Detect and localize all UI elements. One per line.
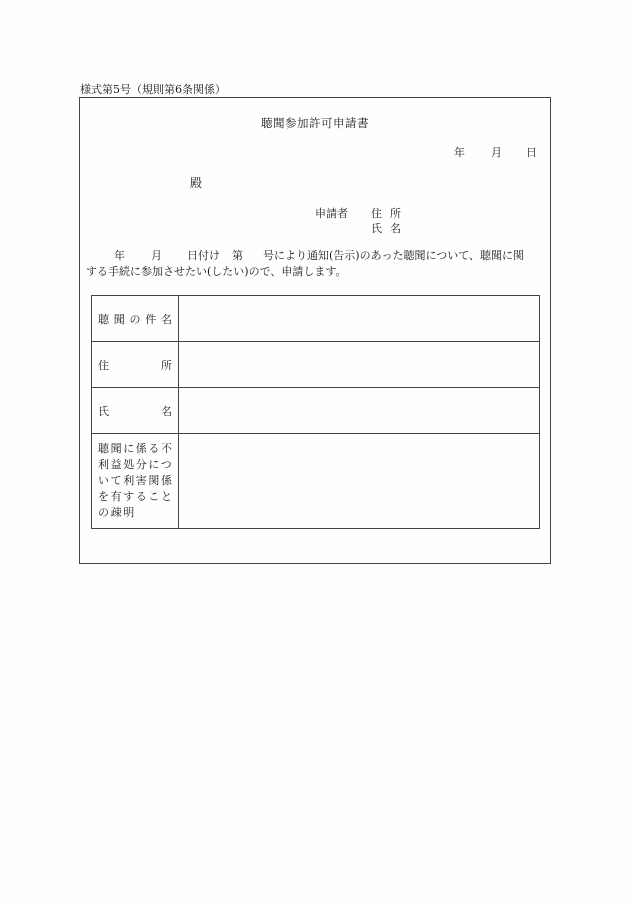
table-row	[92, 342, 540, 388]
application-form	[79, 97, 551, 564]
label-char: 名	[161, 404, 172, 418]
label-line: いて利害関係	[98, 474, 174, 487]
applicant-address-label: 住所	[371, 207, 409, 220]
table-row	[92, 434, 540, 529]
statement-month: 月	[151, 249, 162, 262]
statement-line-1	[86, 248, 549, 264]
statement-day: 日付け	[187, 249, 220, 262]
label-line: 利益処分につ	[98, 458, 174, 471]
table-row	[92, 388, 540, 434]
date-day-label: 日	[526, 146, 537, 159]
label-line: 聴聞に係る不	[98, 442, 174, 455]
label-char: 所	[161, 358, 172, 372]
label-char: の	[129, 312, 141, 326]
address-label	[92, 342, 179, 388]
label-line: の疎明	[98, 506, 136, 519]
label-char: 名	[161, 312, 172, 326]
name-label	[92, 388, 179, 434]
form-number: 様式第5号（規則第6条関係）	[80, 83, 226, 96]
label-char: 聞	[113, 312, 125, 326]
label-char: 氏	[98, 404, 109, 418]
form-title: 聴聞参加許可申請書	[261, 116, 369, 130]
applicant-name-label: 氏名	[371, 222, 409, 235]
label-char: 件	[145, 312, 157, 326]
table-row	[92, 296, 540, 342]
label-line: を有すること	[98, 490, 174, 503]
statement-year: 年	[114, 249, 125, 262]
interest-explanation-label	[92, 434, 179, 529]
statement-notice-text: 号により通知(告示)のあった聴聞について、聴聞に関	[263, 249, 525, 262]
request-statement	[86, 248, 549, 280]
label-char: 住	[98, 358, 109, 372]
date-month-label: 月	[491, 146, 502, 159]
case-name-field[interactable]	[179, 296, 540, 342]
applicant-label: 申請者	[315, 207, 348, 220]
detail-table	[91, 295, 540, 529]
interest-explanation-field[interactable]	[179, 434, 540, 529]
statement-number-prefix: 第	[232, 249, 243, 262]
address-field[interactable]	[179, 342, 540, 388]
date-year-label: 年	[454, 146, 465, 159]
label-char: 聴	[98, 312, 109, 326]
statement-line-2: する手続に参加させたい(したい)ので、申請します。	[86, 265, 347, 278]
name-field[interactable]	[179, 388, 540, 434]
case-name-label	[92, 296, 179, 342]
addressee-honorific: 殿	[190, 176, 203, 190]
